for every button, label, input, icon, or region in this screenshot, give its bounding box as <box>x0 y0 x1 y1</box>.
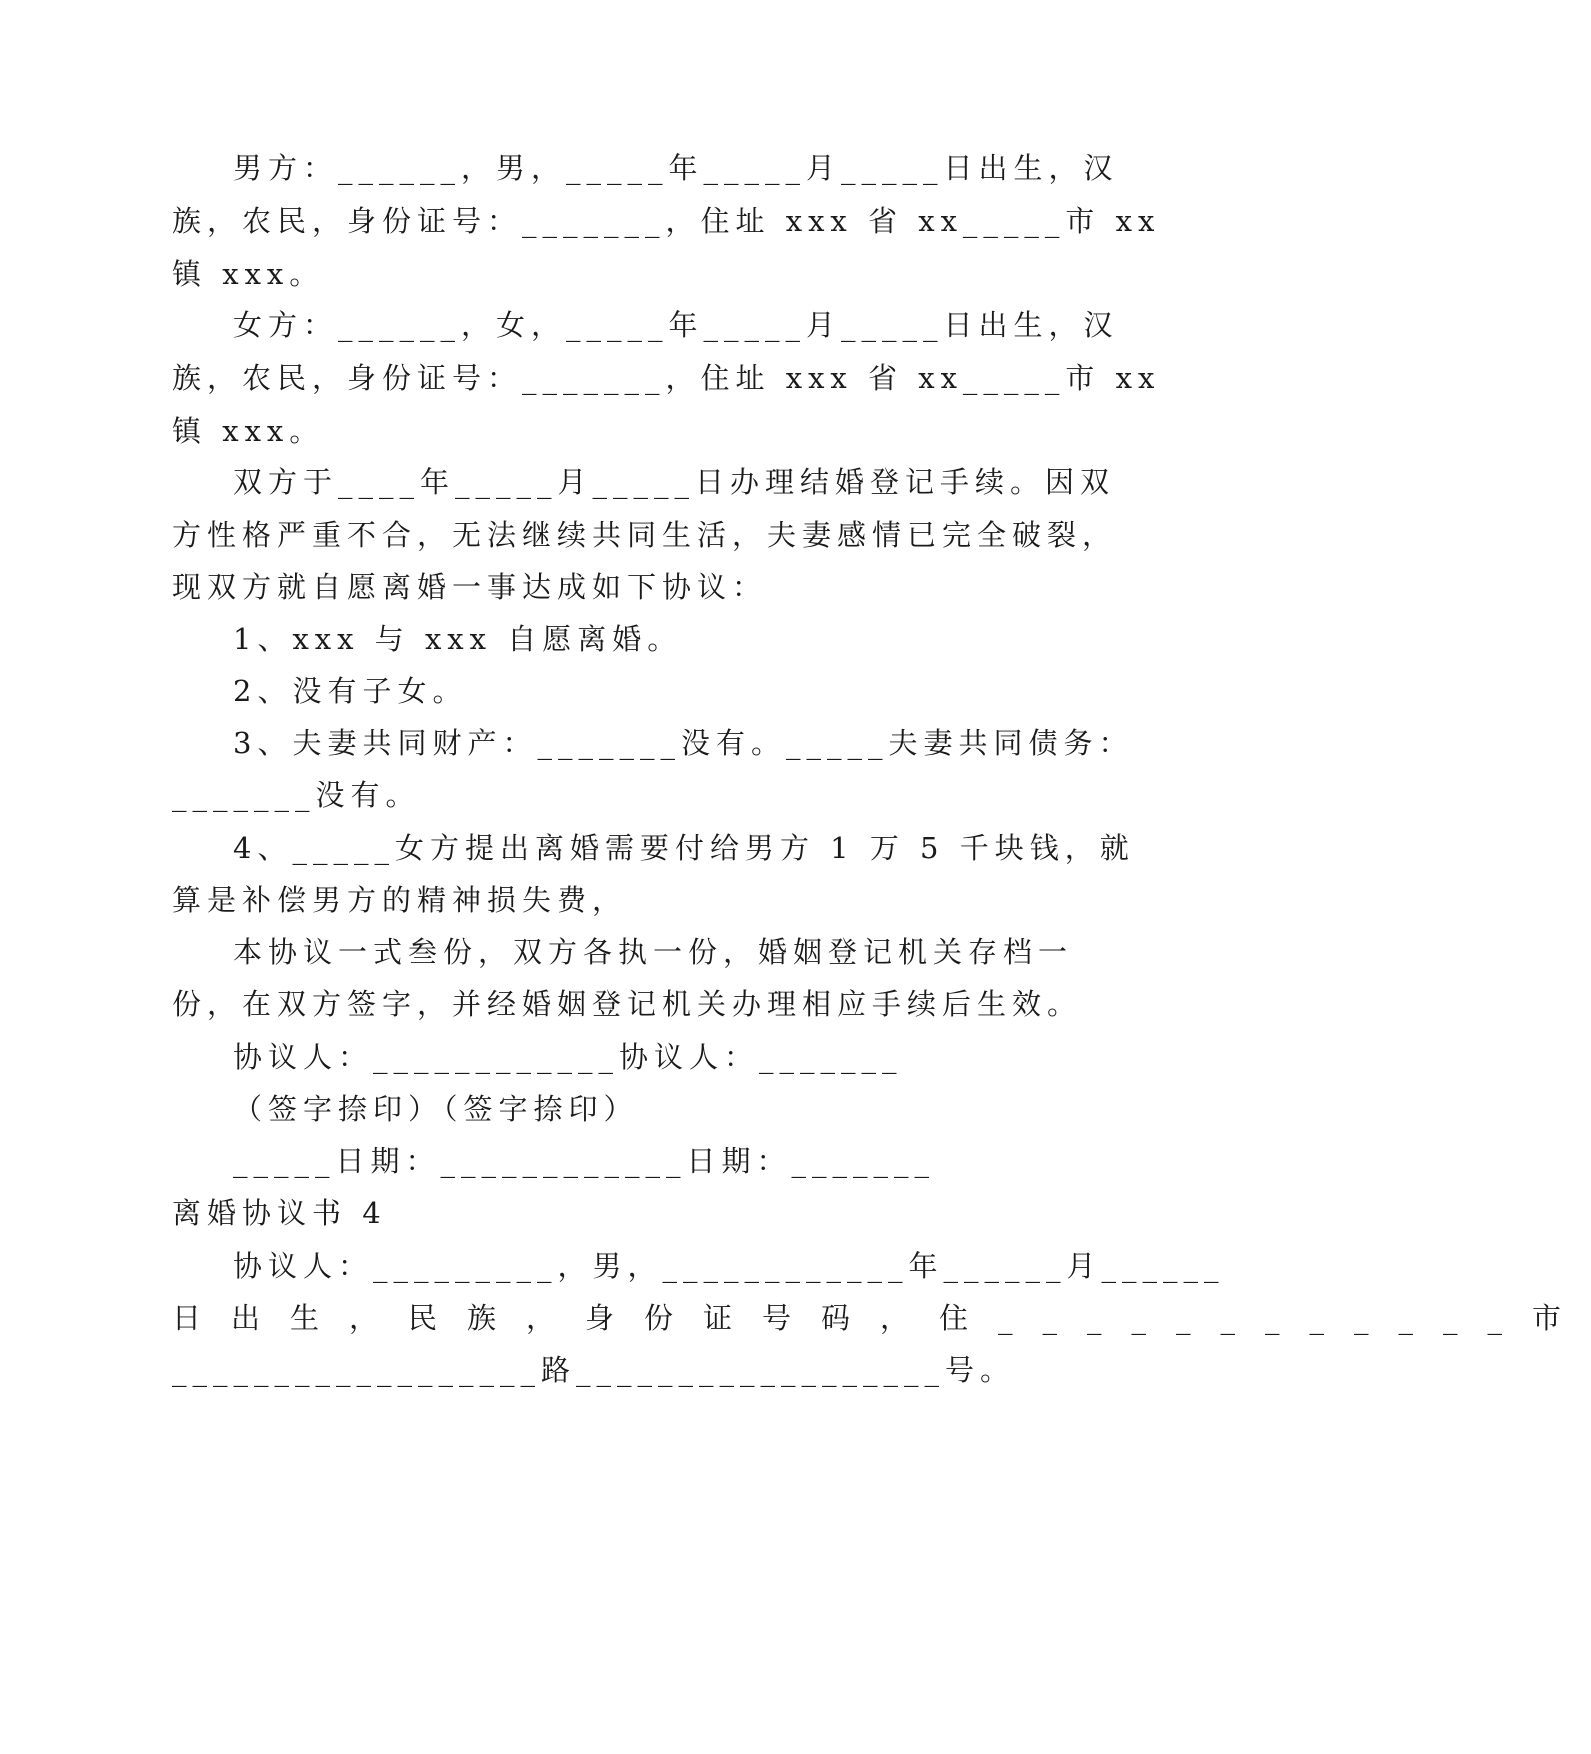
signature-dates: _____日期：____________日期：_______ <box>233 1144 936 1178</box>
clause-4-line-2: 算是补偿男方的精神损失费， <box>172 883 628 917</box>
clause-4-line-1: 4、_____女方提出离婚需要付给男方 1 万 5 千块钱，就 <box>233 831 1135 865</box>
signature-parties: 协议人：____________协议人：_______ <box>233 1040 903 1074</box>
paragraph-marriage-line-2: 方性格严重不合，无法继续共同生活，夫妻感情已完全破裂， <box>172 518 1118 552</box>
clause-3-line-2: _______没有。 <box>172 778 421 812</box>
paragraph-male-party-line-3: 镇 xxx。 <box>172 257 325 291</box>
paragraph-party-line-2: 日出生，民族，身份证号码，住____________市 <box>172 1301 1591 1335</box>
paragraph-party-line-3: __________________路__________________号。 <box>172 1353 1016 1387</box>
paragraph-female-party-line-1: 女方：______，女，_____年_____月_____日出生，汉 <box>233 308 1119 342</box>
clause-3-line-1: 3、夫妻共同财产：_______没有。_____夫妻共同债务： <box>233 726 1134 760</box>
paragraph-female-party-line-2: 族，农民，身份证号：_______，住址 xxx 省 xx_____市 xx <box>172 361 1161 395</box>
paragraph-male-party-line-2: 族，农民，身份证号：_______，住址 xxx 省 xx_____市 xx <box>172 204 1161 238</box>
paragraph-copies-line-1: 本协议一式叁份，双方各执一份，婚姻登记机关存档一 <box>233 935 1074 969</box>
signature-note: （签字捺印）（签字捺印） <box>233 1092 639 1126</box>
clause-1: 1、xxx 与 xxx 自愿离婚。 <box>233 622 683 656</box>
paragraph-marriage-line-3: 现双方就自愿离婚一事达成如下协议： <box>172 570 768 604</box>
paragraph-male-party-line-1: 男方：______，男，_____年_____月_____日出生，汉 <box>233 151 1119 185</box>
paragraph-female-party-line-3: 镇 xxx。 <box>172 414 325 448</box>
paragraph-marriage-line-1: 双方于____年_____月_____日办理结婚登记手续。因双 <box>233 465 1116 499</box>
section-heading: 离婚协议书 4 <box>172 1196 387 1230</box>
clause-2: 2、没有子女。 <box>233 674 468 708</box>
paragraph-copies-line-2: 份，在双方签字，并经婚姻登记机关办理相应手续后生效。 <box>172 987 1083 1021</box>
paragraph-party-line-1: 协议人：_________，男，____________年______月______ <box>233 1249 1225 1283</box>
